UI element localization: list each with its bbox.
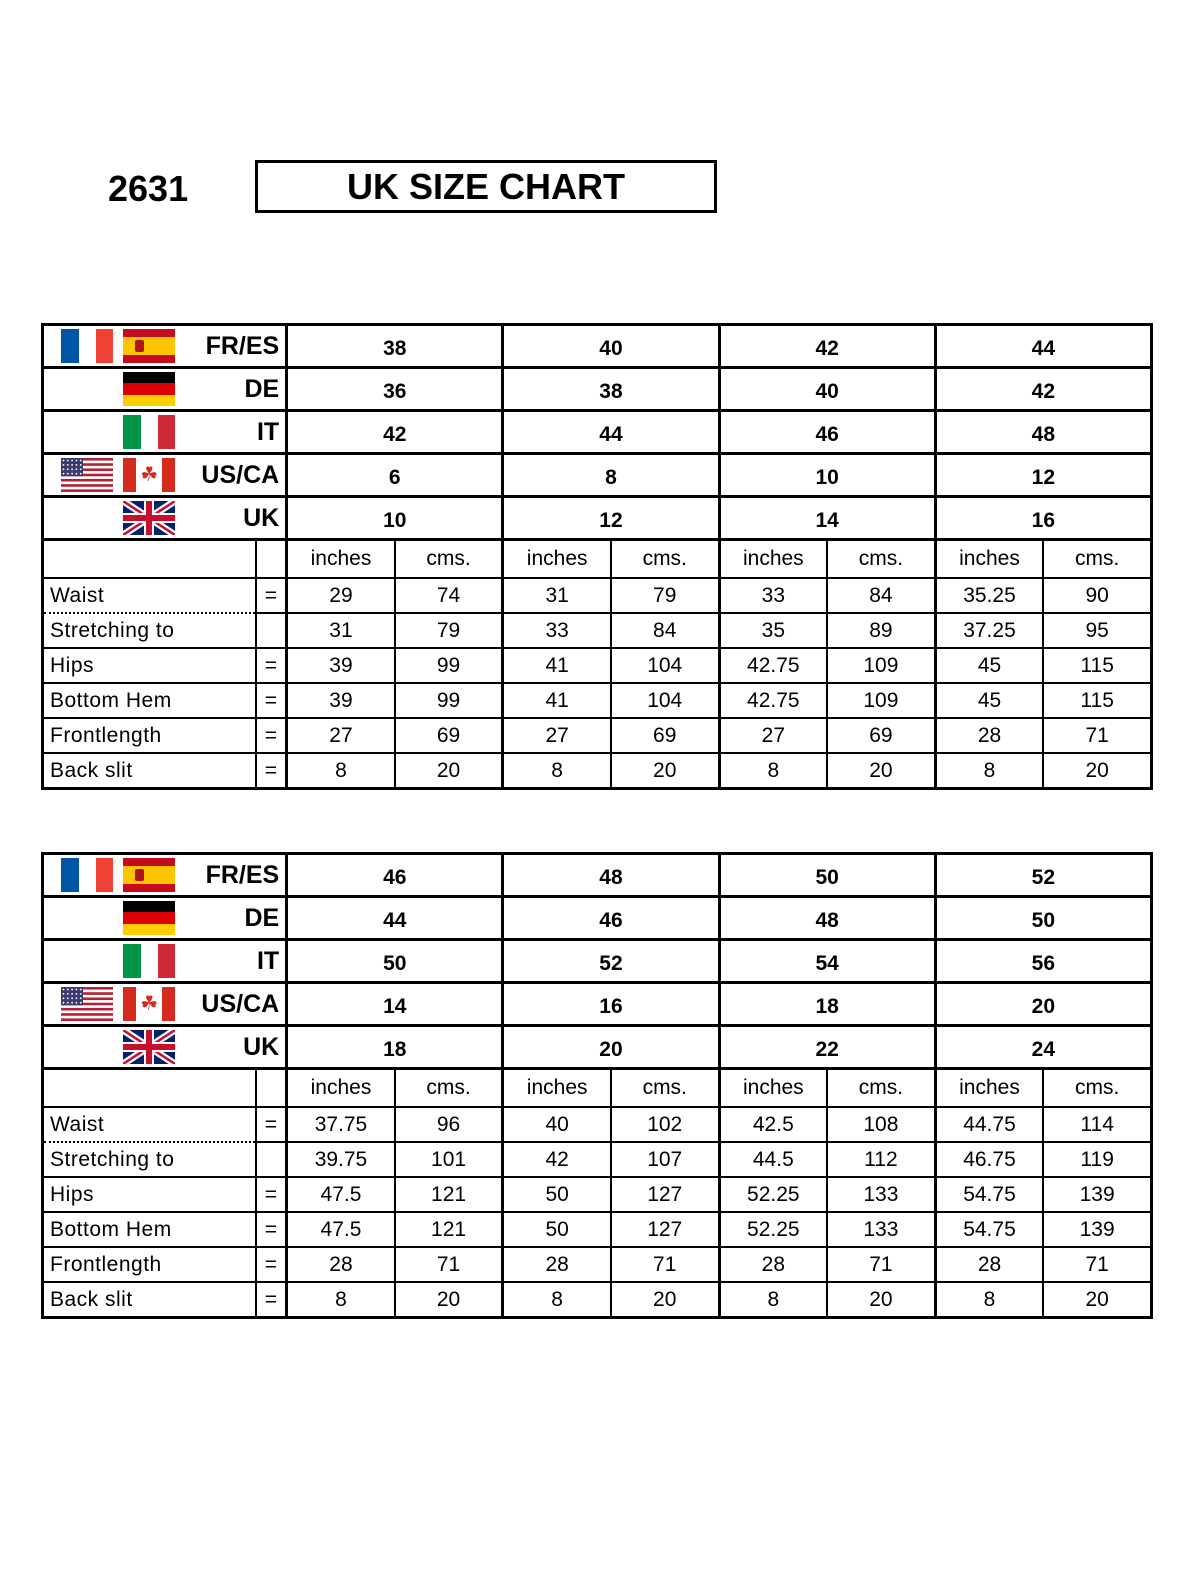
country-code: IT [256, 946, 280, 975]
equals-sign: = [256, 1282, 287, 1318]
value-inches: 28 [935, 1247, 1043, 1282]
value-inches: 8 [503, 1282, 611, 1318]
size-value: 50 [719, 854, 935, 897]
measurement-row-waist [43, 1107, 1152, 1142]
flag-uk-icon [123, 501, 175, 535]
value-inches: 37.75 [287, 1107, 395, 1142]
size-value: 52 [503, 940, 719, 983]
value-cms: 79 [611, 578, 719, 613]
size-table-2 [41, 852, 1153, 1319]
value-cms: 69 [827, 718, 935, 753]
unit-cms: cms. [1043, 540, 1151, 579]
size-value: 46 [719, 411, 935, 454]
flag-spain-icon [123, 858, 175, 892]
equals-sign [256, 1142, 287, 1177]
equals-sign: = [256, 648, 287, 683]
value-inches: 44.5 [719, 1142, 827, 1177]
measurement-row-stretching-to [43, 613, 1152, 648]
country-code: US/CA [201, 989, 280, 1018]
size-value: 48 [719, 897, 935, 940]
value-inches: 46.75 [935, 1142, 1043, 1177]
size-value: 44 [935, 325, 1151, 368]
value-inches: 42.75 [719, 648, 827, 683]
country-label-fr-es [43, 325, 287, 368]
measurement-row-stretching-to [43, 1142, 1152, 1177]
country-label-it [43, 940, 287, 983]
country-label-fr-es [43, 854, 287, 897]
flag-canada-icon: ☘ [123, 458, 175, 492]
unit-header-row [43, 1069, 1152, 1108]
value-inches: 35.25 [935, 578, 1043, 613]
measurement-row-frontlength [43, 1247, 1152, 1282]
size-value: 40 [719, 368, 935, 411]
value-cms: 89 [827, 613, 935, 648]
size-value: 24 [935, 1026, 1151, 1069]
size-value: 48 [935, 411, 1151, 454]
value-inches: 27 [503, 718, 611, 753]
country-code: UK [243, 503, 280, 532]
country-code: FR/ES [205, 331, 280, 360]
measurement-label: Hips [43, 648, 256, 683]
measurement-label: Frontlength [43, 1247, 256, 1282]
value-inches: 28 [503, 1247, 611, 1282]
value-cms: 96 [395, 1107, 503, 1142]
unit-cms: cms. [827, 1069, 935, 1108]
size-value: 16 [503, 983, 719, 1026]
value-inches: 45 [935, 648, 1043, 683]
unit-inches: inches [287, 1069, 395, 1108]
measurement-row-frontlength [43, 718, 1152, 753]
value-cms: 69 [611, 718, 719, 753]
flag-germany-icon [123, 901, 175, 935]
country-row-us-ca [43, 983, 1152, 1026]
country-code: DE [244, 903, 280, 932]
flag-france-icon [61, 858, 113, 892]
equals-sign: = [256, 1247, 287, 1282]
value-cms: 119 [1043, 1142, 1151, 1177]
measurement-label: Back slit [50, 758, 133, 782]
size-value: 10 [719, 454, 935, 497]
value-cms: 20 [395, 1282, 503, 1318]
value-cms: 114 [1043, 1107, 1151, 1142]
size-value: 12 [935, 454, 1151, 497]
country-row-de [43, 368, 1152, 411]
value-cms: 20 [611, 1282, 719, 1318]
value-inches: 33 [719, 578, 827, 613]
value-inches: 8 [287, 753, 395, 789]
value-inches: 8 [935, 753, 1043, 789]
value-cms: 133 [827, 1177, 935, 1212]
measurement-label: Frontlength [43, 718, 256, 753]
measurement-label: Back slit [50, 1287, 133, 1311]
size-value: 38 [287, 325, 503, 368]
unit-cms: cms. [611, 1069, 719, 1108]
value-inches: 54.75 [935, 1177, 1043, 1212]
country-label-us-ca [43, 454, 287, 497]
value-inches: 8 [719, 753, 827, 789]
country-code: FR/ES [205, 860, 280, 889]
value-inches: 44.75 [935, 1107, 1043, 1142]
flag-italy-icon [123, 415, 175, 449]
value-cms: 109 [827, 683, 935, 718]
value-inches: 28 [935, 718, 1043, 753]
country-label-de [43, 368, 287, 411]
value-inches: 47.5 [287, 1212, 395, 1247]
unit-cms: cms. [1043, 1069, 1151, 1108]
value-inches: 45 [935, 683, 1043, 718]
unit-cms: cms. [395, 540, 503, 579]
flag-uk-icon [123, 1030, 175, 1064]
value-cms: 121 [395, 1212, 503, 1247]
size-value: 20 [503, 1026, 719, 1069]
flag-france-icon [61, 329, 113, 363]
value-inches: 52.25 [719, 1177, 827, 1212]
measurement-label: Stretching to [43, 613, 256, 648]
blank-cell [43, 1069, 256, 1108]
value-inches: 37.25 [935, 613, 1043, 648]
size-value: 44 [287, 897, 503, 940]
value-inches: 27 [287, 718, 395, 753]
value-cms: 121 [395, 1177, 503, 1212]
country-code: US/CA [201, 460, 280, 489]
value-cms: 69 [395, 718, 503, 753]
value-cms: 71 [827, 1247, 935, 1282]
value-inches: 33 [503, 613, 611, 648]
size-value: 56 [935, 940, 1151, 983]
flag-usa-icon [61, 987, 113, 1021]
value-inches: 35 [719, 613, 827, 648]
value-cms: 71 [1043, 718, 1151, 753]
equals-sign [256, 613, 287, 648]
country-code: UK [243, 1032, 280, 1061]
value-cms: 102 [611, 1107, 719, 1142]
unit-inches: inches [503, 1069, 611, 1108]
value-inches: 8 [935, 1282, 1043, 1318]
value-cms: 115 [1043, 683, 1151, 718]
country-row-de [43, 897, 1152, 940]
value-cms: 139 [1043, 1177, 1151, 1212]
value-cms: 104 [611, 683, 719, 718]
measurement-row-hips [43, 1177, 1152, 1212]
value-inches: 8 [719, 1282, 827, 1318]
value-inches: 28 [719, 1247, 827, 1282]
value-inches: 50 [503, 1212, 611, 1247]
flag-canada-icon: ☘ [123, 987, 175, 1021]
value-inches: 50 [503, 1177, 611, 1212]
equals-sign: = [256, 683, 287, 718]
value-cms: 20 [1085, 758, 1109, 782]
blank-cell [256, 540, 287, 579]
unit-cms: cms. [395, 1069, 503, 1108]
flag-germany-icon [123, 372, 175, 406]
unit-header-row [43, 540, 1152, 579]
value-inches: 31 [287, 613, 395, 648]
value-cms: 104 [611, 648, 719, 683]
value-inches: 42 [503, 1142, 611, 1177]
value-inches: 42.5 [719, 1107, 827, 1142]
value-inches: 40 [503, 1107, 611, 1142]
value-inches: 42.75 [719, 683, 827, 718]
value-cms: 127 [611, 1212, 719, 1247]
country-row-us-ca [43, 454, 1152, 497]
size-value: 14 [287, 983, 503, 1026]
size-value: 6 [287, 454, 503, 497]
size-value: 16 [935, 497, 1151, 540]
value-cms: 20 [827, 753, 935, 789]
value-cms: 112 [827, 1142, 935, 1177]
measurement-row-back-slit [43, 1282, 1152, 1318]
value-cms: 71 [395, 1247, 503, 1282]
value-cms: 109 [827, 648, 935, 683]
value-inches: 28 [287, 1247, 395, 1282]
size-table-1 [41, 323, 1153, 790]
country-row-uk [43, 1026, 1152, 1069]
measurement-row-bottom-hem [43, 683, 1152, 718]
unit-cms: cms. [611, 540, 719, 579]
value-cms: 95 [1043, 613, 1151, 648]
size-value: 54 [719, 940, 935, 983]
page-title: UK SIZE CHART [255, 160, 717, 213]
value-cms: 115 [1043, 648, 1151, 683]
value-inches: 39.75 [287, 1142, 395, 1177]
value-cms: 20 [1085, 1287, 1109, 1311]
value-inches: 41 [503, 683, 611, 718]
size-value: 46 [503, 897, 719, 940]
size-value: 52 [935, 854, 1151, 897]
value-cms: 71 [611, 1247, 719, 1282]
equals-sign: = [256, 578, 287, 613]
equals-sign: = [256, 718, 287, 753]
value-cms: 71 [1043, 1247, 1151, 1282]
flag-usa-icon [61, 458, 113, 492]
size-value: 8 [503, 454, 719, 497]
value-inches: 29 [287, 578, 395, 613]
country-row-fr-es [43, 325, 1152, 368]
size-value: 22 [719, 1026, 935, 1069]
measurement-label: Bottom Hem [43, 683, 256, 718]
value-cms: 74 [395, 578, 503, 613]
unit-cms: cms. [827, 540, 935, 579]
country-label-it [43, 411, 287, 454]
measurement-label: Waist [43, 1107, 256, 1142]
unit-inches: inches [287, 540, 395, 579]
value-inches: 47.5 [287, 1177, 395, 1212]
size-value: 46 [287, 854, 503, 897]
value-inches: 39 [287, 648, 395, 683]
value-cms: 20 [395, 753, 503, 789]
equals-sign: = [256, 1107, 287, 1142]
country-row-it [43, 940, 1152, 983]
measurement-label: Hips [43, 1177, 256, 1212]
country-label-uk [43, 497, 287, 540]
country-row-fr-es [43, 854, 1152, 897]
size-value: 36 [287, 368, 503, 411]
country-row-it [43, 411, 1152, 454]
flag-italy-icon [123, 944, 175, 978]
size-value: 40 [503, 325, 719, 368]
measurement-label: Waist [43, 578, 256, 613]
country-code: IT [256, 417, 280, 446]
country-row-uk [43, 497, 1152, 540]
value-inches: 27 [719, 718, 827, 753]
value-cms: 139 [1043, 1212, 1151, 1247]
unit-inches: inches [935, 540, 1043, 579]
value-cms: 20 [611, 753, 719, 789]
unit-inches: inches [719, 540, 827, 579]
value-cms: 79 [395, 613, 503, 648]
value-inches: 8 [503, 753, 611, 789]
size-value: 50 [287, 940, 503, 983]
size-value: 18 [287, 1026, 503, 1069]
size-value: 50 [935, 897, 1151, 940]
flag-spain-icon [123, 329, 175, 363]
value-cms: 101 [395, 1142, 503, 1177]
value-cms: 84 [611, 613, 719, 648]
value-inches: 39 [287, 683, 395, 718]
measurement-label: Stretching to [43, 1142, 256, 1177]
value-cms: 99 [395, 648, 503, 683]
measurement-label: Bottom Hem [43, 1212, 256, 1247]
size-value: 48 [503, 854, 719, 897]
equals-sign: = [256, 753, 287, 789]
country-label-uk [43, 1026, 287, 1069]
value-cms: 20 [827, 1282, 935, 1318]
value-cms: 127 [611, 1177, 719, 1212]
size-value: 18 [719, 983, 935, 1026]
value-cms: 84 [827, 578, 935, 613]
size-value: 14 [719, 497, 935, 540]
size-value: 12 [503, 497, 719, 540]
country-label-us-ca [43, 983, 287, 1026]
measurement-row-waist [43, 578, 1152, 613]
unit-inches: inches [935, 1069, 1043, 1108]
blank-cell [43, 540, 256, 579]
unit-inches: inches [719, 1069, 827, 1108]
value-inches: 41 [503, 648, 611, 683]
measurement-row-back-slit [43, 753, 1152, 789]
value-inches: 54.75 [935, 1212, 1043, 1247]
value-cms: 133 [827, 1212, 935, 1247]
document-number: 2631 [108, 168, 189, 209]
size-value: 44 [503, 411, 719, 454]
unit-inches: inches [503, 540, 611, 579]
measurement-row-hips [43, 648, 1152, 683]
size-value: 20 [935, 983, 1151, 1026]
equals-sign: = [256, 1212, 287, 1247]
value-inches: 8 [287, 1282, 395, 1318]
country-code: DE [244, 374, 280, 403]
measurement-row-bottom-hem [43, 1212, 1152, 1247]
value-cms: 99 [395, 683, 503, 718]
blank-cell [256, 1069, 287, 1108]
value-cms: 107 [611, 1142, 719, 1177]
size-value: 42 [719, 325, 935, 368]
size-value: 42 [287, 411, 503, 454]
value-cms: 90 [1043, 578, 1151, 613]
size-value: 10 [287, 497, 503, 540]
size-value: 42 [935, 368, 1151, 411]
value-inches: 31 [503, 578, 611, 613]
equals-sign: = [256, 1177, 287, 1212]
country-label-de [43, 897, 287, 940]
size-value: 38 [503, 368, 719, 411]
value-inches: 52.25 [719, 1212, 827, 1247]
value-cms: 108 [827, 1107, 935, 1142]
